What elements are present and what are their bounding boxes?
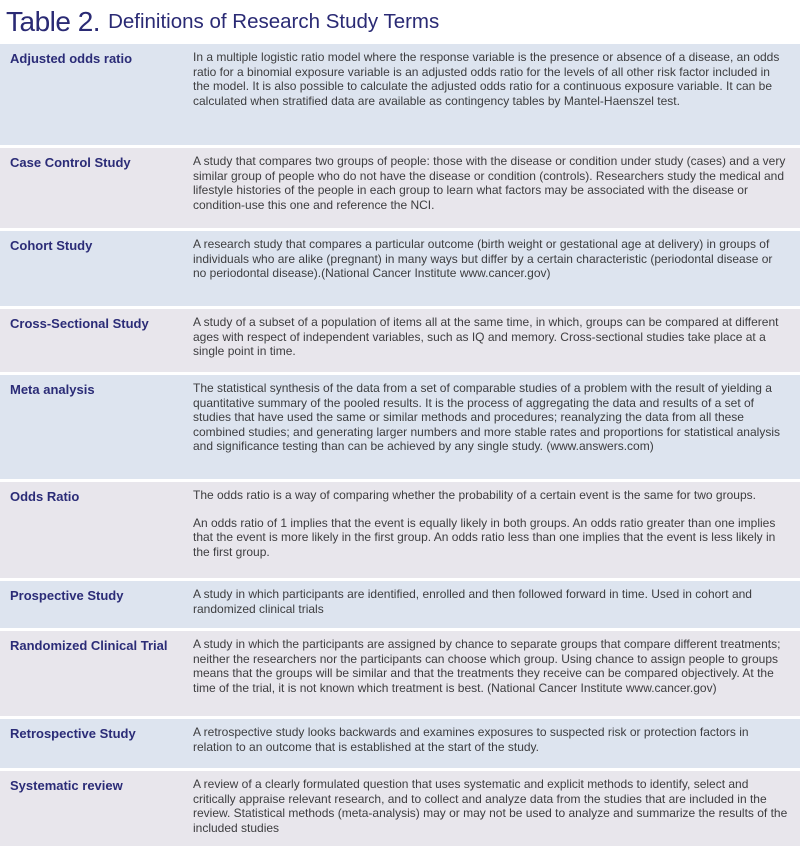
- table-row: [0, 148, 800, 228]
- definition-cell: [193, 725, 800, 761]
- definition-cell: [193, 154, 800, 221]
- term-cell: Meta analysis: [10, 382, 95, 397]
- table-row: [0, 771, 800, 846]
- term-cell: Prospective Study: [10, 588, 124, 603]
- table-row: [0, 231, 800, 306]
- definition-cell: [193, 315, 800, 365]
- term-cell: Systematic review: [10, 778, 123, 793]
- term-cell: Randomized Clinical Trial: [10, 638, 168, 653]
- definition-text: The statistical synthesis of the data from a set of comparable studies of a problem with the result of yielding a quantitative summary of the pooled results. It is the process of aggregating the data and results of a set of studies that have used the same or similar methods and procedures; reanalyzing the data from all these combined studies; and generating larger numbers and more stable rates and proportions for statistical analysis and significance testing than can be achieved by any single study. (www.answers.com): [193, 381, 780, 453]
- table-caption: [0, 0, 800, 44]
- definition-text: A study of a subset of a population of items all at the same time, in which, groups can be compared at different ages with respect of independent variables, such as IQ and memory. Cross-sectional studies take place at a single point in time.: [193, 315, 779, 358]
- term-cell: Cross-Sectional Study: [10, 316, 149, 331]
- definition-text: A study that compares two groups of people: those with the disease or condition under study (cases) and a very similar group of people who do not have the disease or condition (controls). Researchers study the medical and lifestyle histories of the people in each group to learn what factors may be associated with the disease or condition-use this one and reference the NCI.: [193, 154, 786, 212]
- definition-text: The odds ratio is a way of comparing whether the probability of a certain event is the same for two groups.: [193, 488, 756, 502]
- table-row: [0, 375, 800, 479]
- definition-cell: [193, 777, 800, 846]
- definition-cell: [193, 50, 800, 138]
- definition-text: A retrospective study looks backwards and examines exposures to suspected risk or protection factors in relation to an outcome that is established at the start of the study.: [193, 725, 749, 754]
- term-cell: Adjusted odds ratio: [10, 51, 133, 66]
- table-row: [0, 719, 800, 768]
- definition-text: In a multiple logistic ratio model where the response variable is the presence or absence of a disease, an odds ratio for a binomial exposure variable is an adjusted odds ratio for the levels of all other risk factor included in the model. It is also possible to calculate the adjusted odds ratio for a continuous exposure variable. It can be calculated when stratified data are available as contingency tables by Mantel-Haenszel test.: [193, 50, 780, 108]
- term-cell: Retrospective Study: [10, 726, 136, 741]
- definition-cell: [193, 237, 800, 299]
- definition-text: A research study that compares a particular outcome (birth weight or gestational age at delivery) in groups of individuals who are alike (pregnant) in many ways but differ by a certain characteristic (periodontal disease or no periodontal disease).(National Cancer Institute www.cancer.gov): [193, 237, 773, 280]
- term-cell: Odds Ratio: [10, 489, 80, 504]
- definition-text: A study in which the participants are assigned by chance to separate groups that compare different treatments; neither the researchers nor the participants can choose which group. Using chance to assign people to groups means that the groups will be similar and that the treatments they receive can be compared objectively. At the time of the trial, it is not known which treatment is best. (National Cancer Institute www.cancer.gov): [193, 637, 781, 695]
- table-row: [0, 482, 800, 578]
- definitions-table: [0, 44, 800, 846]
- table-row: [0, 309, 800, 372]
- definition-cell: [193, 488, 800, 571]
- term-cell: Cohort Study: [10, 238, 93, 253]
- definition-cell: [193, 381, 800, 472]
- term-cell: Case Control Study: [10, 155, 131, 170]
- table-number-label: Table 2.: [6, 6, 101, 37]
- definition-text: A review of a clearly formulated question that uses systematic and explicit methods to identify, select and critically appraise relevant research, and to collect and analyze data from the studies that are included in the review. Statistical methods (meta-analysis) may or may not be used to analyze and summarize the results of the included studies: [193, 777, 788, 835]
- definition-cell: [193, 637, 800, 709]
- table-subtitle: Definitions of Research Study Terms: [108, 10, 440, 33]
- definition-text: An odds ratio of 1 implies that the event is equally likely in both groups. An odds ratio greater than one implies that the event is more likely in the first group. An odds ratio less than one implies that the event is less likely in the first group.: [193, 515, 776, 559]
- table-row: [0, 581, 800, 628]
- definition-text: A study in which participants are identified, enrolled and then followed forward in time. Used in cohort and randomized clinical trials: [193, 587, 752, 616]
- table-row: [0, 44, 800, 145]
- table-row: [0, 631, 800, 716]
- definition-cell: [193, 587, 800, 621]
